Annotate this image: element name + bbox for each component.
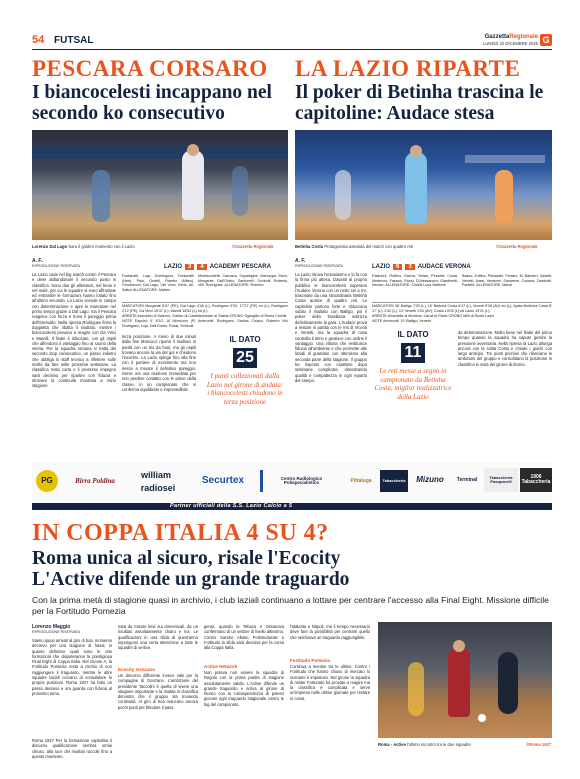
right-author: A. F. <box>295 258 306 264</box>
bottom-deck: Con la prima metà di stagione quasi in archivio, i club laziali continuano a lottare per centrare l'accesso alla Final Eight. Missione difficile per la Fortitudo Pomezia <box>32 595 549 616</box>
left-photo-credit: ©Gazzetta Regionale <box>232 244 274 249</box>
bottom-photo-caption: Roma - Active l'ultimo incontro tra le due squadre <box>378 742 471 747</box>
gazzetta-logo-icon: G <box>540 34 552 46</box>
sponsor-logo-2: Birra Poldina <box>75 476 115 485</box>
sponsor-logo-11: Tabaccheria Pasquarelli <box>484 468 518 492</box>
bottom-author: Lorenzo Maggio <box>32 624 71 630</box>
bottom-headline-1: Roma unica al sicuro, risale l'Ecocity <box>32 548 341 569</box>
section-label: FUTSAL <box>54 35 94 46</box>
sponsor-logo-8: Tabaccheria <box>380 470 408 492</box>
left-photo <box>32 130 288 240</box>
bottom-col3-body: Non poteva non essere la squadra di Regolo con la prima partita di stagione assolutamente valida. L'Active difende un grande traguardo e arriva al girone di ritorno con la consapevolezza di potersi giocare ogni traguardo stagionale contro le big del campionato. <box>204 670 284 707</box>
bottom-col1: Siamo quasi arrivati al giro di boa, momento decisivo per una stagione di futsal, in quanto definisce quali sono le otto formazioni che disputeranno la prestigiosa Final Eight di Coppa Italia. Nel Girone A, la Fortitudo Pomezia resta a rischio di non raggiungere il traguardo, mentre le altre squadre laziali cercano di consolidare le proprie posizioni. Roma 1927 ha fatto un passo decisivo e ora guarda con fiducia al prossimo turno. <box>32 638 112 696</box>
right-lineup-away: Basso, Zuffino, Penasale, Ferraro, M. Barbieri, Zanetti, Venetti, Ilussi, Venturini, Savarese, Cosana, Zambotti, Paoletti. ALLENATORE: Manzi <box>462 274 552 288</box>
right-headline: Il poker di Betinha trascina le capitoline: Audace stesa <box>295 82 544 124</box>
page-header <box>32 34 552 48</box>
left-headline: I biancocelesti incappano nel secondo ko consecutivo <box>32 82 272 124</box>
page-number: 54 <box>32 34 45 46</box>
left-dato-box <box>205 335 285 455</box>
right-lineup-home: Pastorini, Ruffino, Garcia, Yerlan, Pezzetti, Costa, Medeiros, Fasano, Rossi, D'Alessandro, Giardinetti, Veneto. ALLENATORE: Chilelli Luca Mattone <box>372 274 458 288</box>
bottom-photo-credit: ©Roma 1927 <box>526 742 552 747</box>
sponsor-logo-7: Pittaluga <box>350 477 372 484</box>
bottom-col4-heading: Fortitudo Pomezia <box>290 658 331 663</box>
left-scoreboard <box>108 262 288 271</box>
right-photo-credit: ©Gazzetta Regionale <box>496 244 538 249</box>
left-note: NOTE Espulsi: 5' 8'10'. Al Montuoro (P) Ammoniti: Rodriguez, Santos Ciriaco, Roberto Vici Rodriguez, Luja, Dall'Ombo, Rossi, Schirolli <box>122 319 288 328</box>
right-photo <box>295 130 552 240</box>
sponsor-logo-3: william <box>140 469 171 480</box>
left-body-col2: terza posizione. A meno di due minuti dalla fine Marcucci riporta il risultato in parità con un tiro da fuori, ma gli ospiti trovano ancora la via del gol e chiudono l'incontro. La Lazio spinge fino alla fine con il portiere di movimento ma non riesce a trovare il definitivo pareggio. Serve ora una reazione immediata per non perdere contatto con le prime della classe, in un campionato che si conferma equilibrato e imprevedibile. <box>122 334 196 392</box>
left-body-col1: La Lazio cade nel big match contro il Pescara e deve abbandonare il secondo posto in classifica. Sono due gli allenatori, nel bene e nel male, per cui le squadre si sono affrontate ed entrambe le formazioni hanno lottato fino all'ultimo secondo. La Lazio scende in campo con determinazione e apre le marcature nel primo tempo grazie a Dal Lago, ma il Pescara reagisce con forza e trova il pareggio prima dell'intervallo. Nella ripresa Rodrigues firma la doppietta che ribalta il risultato, mentre i biancocelesti provano a reagire con Da Vinci e Marelli. Il finale è infuocato, con gli ospiti che difendono il vantaggio fino al suono della sirena. Per la squadra romana si tratta del secondo stop consecutivo, un passo indietro che obbliga lo staff tecnico a riflettere sulle scelte da fare nelle prossime settimane. La classifica resta corta e il prossimo impegno sarà decisivo per ripartire con fiducia e ritrovare la continuità mostrata a inizio stagione. <box>32 272 116 389</box>
left-dato-text: I punti collezionati dalla Lazio nel girone di andata: i biancocelesti chiudono in terza posizione <box>206 372 284 406</box>
sponsor-logo-4: radiosei <box>140 482 176 493</box>
right-kicker: LA LAZIO RIPARTE <box>295 56 521 81</box>
left-lineup-home: Fontanelli, Luja, Dominguez, Fontanelli (Neri), Palo, Ordelli, Rambo (Miteo), Giovannoni, Dal Lago, Vici Vinci, Gerlo. All. Salice ALLENATORE: Matteo <box>122 274 194 292</box>
left-arbitri: ARBITRI Azzolotto di Salerno, Gallico di Castellammare di Stabia CRONO Sgangilio di Roma Cinelle <box>122 314 287 318</box>
right-photo-caption: Betinha Costa Protagonista assoluta del match con quattro reti <box>295 244 414 249</box>
left-marcatori: MARCATORI Morgante 8'57 (PE); Dal Lago 4'48 (L); Rodriguez 9'20, 17'37 (PE) ed (L); Rodriguez 2'12 (PE); Da Vinci 15'47 (L); Marelli 18'52 (L) ed (L). <box>122 304 288 313</box>
right-note: NOTE Ammoniti: 10' Balligo, Veneto <box>372 319 431 323</box>
bottom-col3: gento, quando la Tebaca e Ossanova confermano di un settore di livello altissimo. Contro Sandro Abate, Polistrutturale e Fortitudo la sfida sarà decisiva per la corsa alla Coppa Italia. <box>204 624 284 651</box>
sponsor-logo-10: Terminal <box>456 476 478 483</box>
right-body-col2: da determinazione. Molto bene nel finale del primo tempo quando la squadra ha saputo gestire la pressione avversaria. Nella ripresa la Lazio allunga ancora con la solita Costa e chiude i giochi con largo anticipo. Tre punti preziosi che rilanciano le ambizioni del gruppo e consolidano la posizione in classifica in vista del girone di ritorno. <box>458 330 552 367</box>
bottom-kicker: IN COPPA ITALIA 4 SU 4? <box>32 520 329 546</box>
bottom-col4: l'atalanta e Napoli, ma il tempo necessario deve fare la possibilità per centrare quello che sembrava un traguardo raggiungibile. <box>290 624 370 640</box>
right-away-team: AUDACE VERONA <box>417 263 471 270</box>
left-dato-number: 25 <box>233 348 257 368</box>
sponsor-logo-1: PG <box>36 470 58 492</box>
sponsor-logo-6: Centro Radiologico Polispecialistico <box>260 470 340 492</box>
sponsor-logo-5: Securtex <box>201 475 245 486</box>
bottom-col4-body: Continua a mentire tra le ultime. Contro i Fortitudo che hanno chiuso di mercato lo scenario è impietoso. Nel girone la squadra di mister Fortunato ha provato a reagire ma la classifica è complicata e serve un'impresa nelle ultime giornate per restare in corsa. <box>290 664 370 701</box>
sponsor-tagline: Partner ufficiali della S.S. Lazio Calcio a 5 <box>170 503 293 509</box>
left-away-score: 4 <box>197 264 206 270</box>
bottom-headline-2: L'Active difende un grande traguardo <box>32 569 350 590</box>
right-scoreboard <box>370 262 552 271</box>
bottom-col2: nata da misure lievi sui domenicali, da un risultato assolutamente chiaro e noi. Le qualificazioni in una sfida di quest'anno impongono una certa attenzione a tutte le squadre di vertice. <box>118 624 198 651</box>
right-author-role: RIPRODUZIONE RISERVATA <box>295 264 344 268</box>
bottom-col3-heading: Active Network <box>204 664 238 669</box>
right-away-score: 3 <box>405 264 414 270</box>
right-body-col1: La Lazio ritrova l'entusiasmo e lo fa con la firma più attesa. Davanti al proprio pubblico le biancocelesti superano l'Audace Verona con un netto sei a tre, trascinate da una straordinaria Betinha Costa autrice di quattro reti. Le capitoline partono forte e sbloccano subito il risultato con Balligo, poi il poker della brasiliana indirizza definitivamente la gara. L'Audace prova a restare in partita con le reti di Vicenti e Venetti, ma la squadra di casa controlla il ritmo e gestisce con ordine il vantaggio. Una vittoria che restituisce fiducia all'ambiente e che permette alle laziali di guardare con ottimismo alla seconda parte della stagione. Il gruppo ha risposto con carattere dopo settimane complicate, dimostrando qualità e compattezza in ogni reparto del campo. <box>295 272 367 383</box>
left-author: A. F. <box>32 258 43 264</box>
left-away-team: ACADEMY PESCARA <box>209 263 271 270</box>
right-marcatori: MARCATORI 36' Balligo 7'20 (L); 10' Betinha Costa 6'47 (L); Vicenti 6'26 (AV) ed (L); Ayala Bertinha Costa 8' 17' (L); 2'42 (L); 13' Venetti 1'04 (AV); Costa 14'03 (L) ed Lazio 19'21 (L). <box>372 304 552 313</box>
bottom-col1-end: Roma 1927 Per la formazione capitolina il discorso qualificazione sembra ormai chiuso, alla luce dei risultati raccolti fino a questo momento. <box>32 738 112 759</box>
left-lineup-away: Montecchietti, Caruana, Sopalsighe, Marioppa, Moro, Morgante, Dall'Ombo, Zanfonelli, Schirolli, Roberto, Villi, Rodrigues. ALLENATORE: Roberto <box>198 274 288 288</box>
bottom-author-role: RIPRODUZIONE RISERVATA <box>32 630 81 634</box>
right-dato-text: Le reti messe a segno in campionato da Betinha Costa, miglior realizzatrice della Lazio <box>374 367 452 401</box>
right-home-score: 6 <box>393 264 402 270</box>
left-home-team: LAZIO <box>164 263 182 270</box>
issue-date: LUNEDÌ 22 DICEMBRE 2025 <box>483 41 538 46</box>
bottom-col2-body: Un discorso differente invece vale per la compagine di Genzano. L'ambizione del presidente Taccolini è quella di vivere una stagione importante e la risalita in classifica dimostra che il gruppo sta trovando continuità. Al giro di boa mancano ancora pochi punti per blindare il pass. <box>118 673 198 710</box>
left-home-score: 3 <box>185 264 194 270</box>
bottom-col2-heading: Ecocity Genzano <box>118 667 156 672</box>
sponsor-logo-9: Mizuno <box>416 475 444 484</box>
left-kicker: PESCARA CORSARO <box>32 56 268 81</box>
paper-name: GazzettaRegionale <box>484 34 538 40</box>
left-author-role: RIPRODUZIONE RISERVATA <box>32 264 81 268</box>
right-dato-box <box>372 330 454 454</box>
sponsor-logo-12: 1906 Tabaccheria <box>520 468 552 492</box>
right-dato-number: 11 <box>401 343 425 363</box>
bottom-photo <box>378 622 552 738</box>
left-dato-title: IL DATO <box>229 335 261 344</box>
left-photo-caption: Lorenzo Dal Lago Sara il golden momento con il Lazio <box>32 244 135 249</box>
right-home-team: LAZIO <box>372 263 390 270</box>
right-dato-title: IL DATO <box>397 330 429 339</box>
right-arbitri: ARBITRI Urbanella di Modena, Caruli di Pavia CRONO Milli di Ruote Lazio <box>372 314 495 318</box>
